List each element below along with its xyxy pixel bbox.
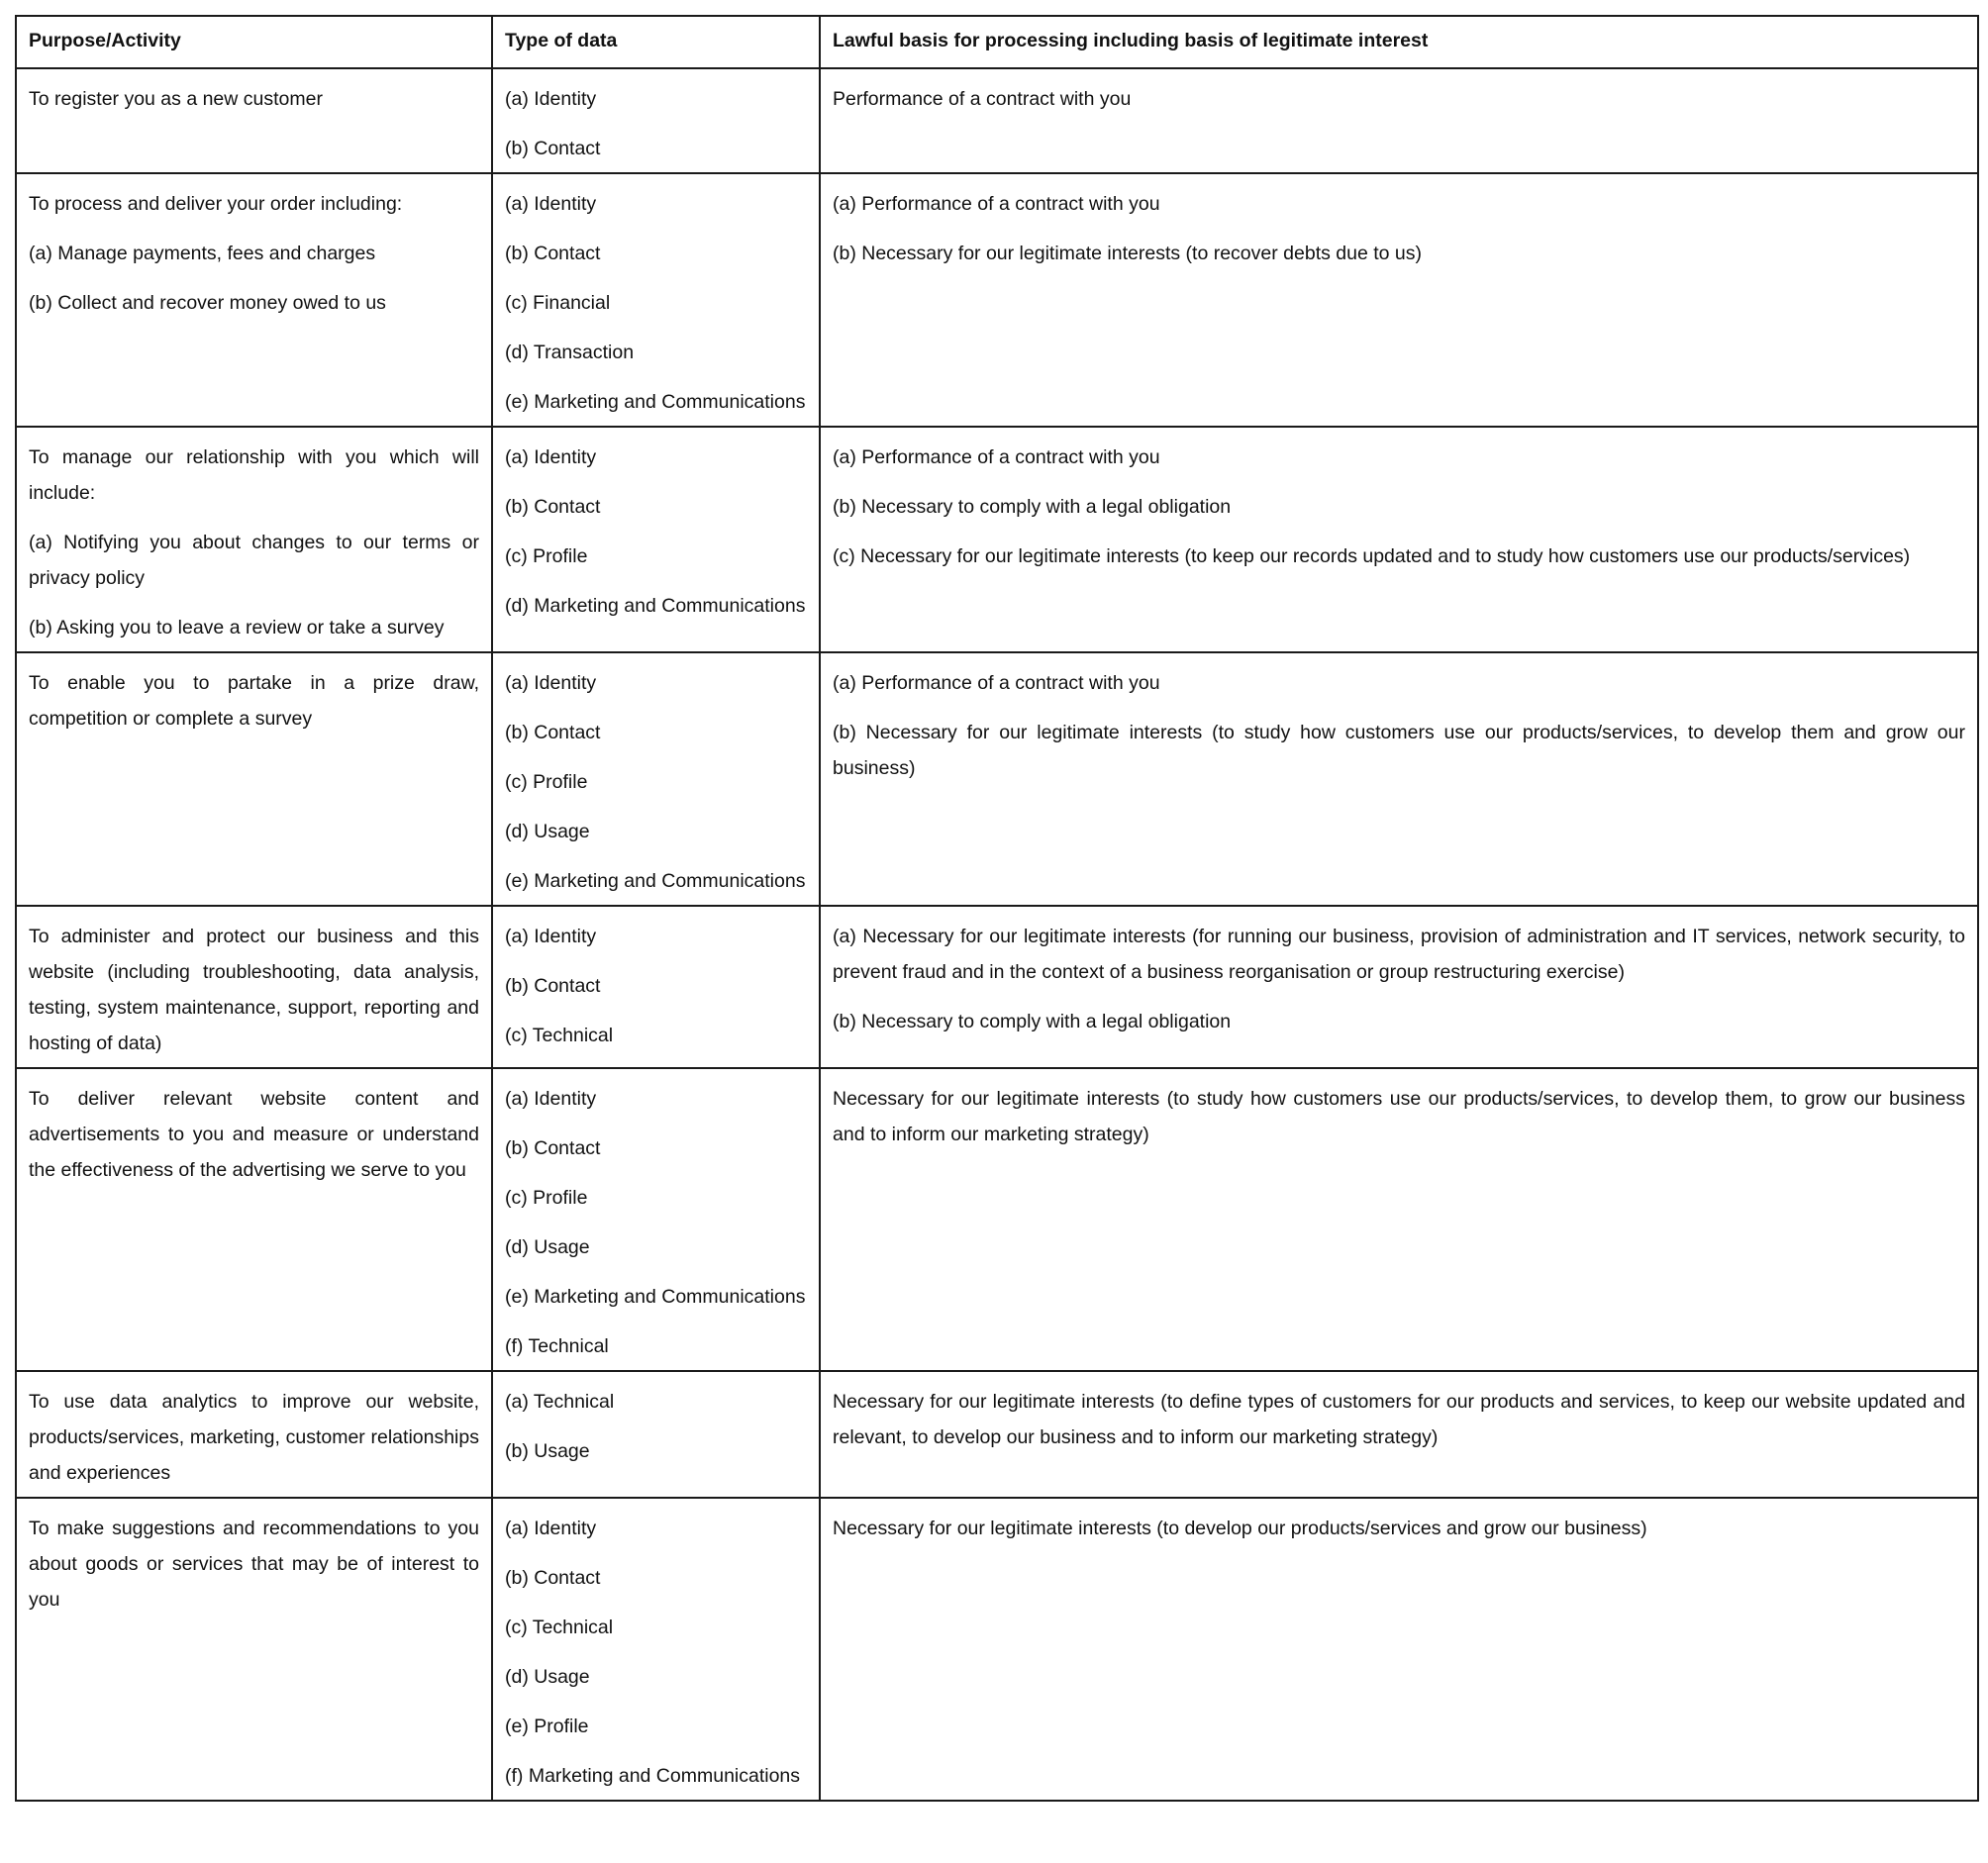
purpose-cell — [16, 68, 492, 173]
lawful-basis-cell — [820, 1068, 1978, 1371]
purpose-line: To deliver relevant website content and advertisements to you and measure or understand the effectiveness of the advertising we serve to you — [29, 1088, 479, 1181]
header-row — [16, 16, 1978, 68]
type-line: (e) Marketing and Communications — [505, 870, 806, 892]
basis-line: (a) Performance of a contract with you — [833, 446, 1160, 468]
table-row — [16, 427, 1978, 652]
table-row — [16, 68, 1978, 173]
type-line: (d) Usage — [505, 1236, 590, 1258]
type-line: (a) Identity — [505, 1518, 597, 1539]
header-type-of-data: Type of data — [492, 16, 820, 68]
type-line: (e) Profile — [505, 1716, 589, 1737]
lawful-basis-cell — [820, 173, 1978, 427]
purpose-line: (a) Manage payments, fees and charges — [29, 243, 376, 264]
basis-line: Performance of a contract with you — [833, 88, 1132, 110]
type-line: (a) Technical — [505, 1391, 615, 1413]
lawful-basis-cell — [820, 652, 1978, 906]
basis-line: Necessary for our legitimate interests (to study how customers use our products/services, to develop them, to grow our business and to inform our marketing strategy) — [833, 1088, 1965, 1145]
table-row — [16, 173, 1978, 427]
type-line: (a) Identity — [505, 446, 597, 468]
table-row — [16, 1068, 1978, 1371]
type-line: (c) Technical — [505, 1025, 614, 1046]
purpose-cell — [16, 1371, 492, 1498]
table-row — [16, 906, 1978, 1068]
purpose-line: To make suggestions and recommendations to you about goods or services that may be of interest to you — [29, 1518, 479, 1611]
type-of-data-cell — [492, 1498, 820, 1801]
type-line: (a) Identity — [505, 193, 597, 215]
type-line: (a) Identity — [505, 88, 597, 110]
type-of-data-cell — [492, 1068, 820, 1371]
table-row — [16, 652, 1978, 906]
type-line: (b) Usage — [505, 1440, 590, 1462]
type-line: (e) Marketing and Communications — [505, 391, 806, 413]
type-of-data-cell — [492, 906, 820, 1068]
type-line: (b) Contact — [505, 138, 601, 159]
purpose-line: To manage our relationship with you which will include: — [29, 446, 479, 504]
type-line: (a) Identity — [505, 926, 597, 947]
purpose-cell — [16, 652, 492, 906]
basis-line: (b) Necessary to comply with a legal obligation — [833, 1011, 1232, 1032]
table-body — [16, 68, 1978, 1801]
basis-line: (c) Necessary for our legitimate interests (to keep our records updated and to study how customers use our products/services) — [833, 545, 1911, 567]
type-line: (d) Usage — [505, 1666, 590, 1688]
purpose-line: To process and deliver your order including: — [29, 193, 403, 215]
purpose-cell — [16, 1068, 492, 1371]
type-line: (f) Marketing and Communications — [505, 1765, 801, 1787]
type-line: (d) Usage — [505, 821, 590, 842]
lawful-basis-cell — [820, 1498, 1978, 1801]
purpose-cell — [16, 427, 492, 652]
purpose-line: (b) Asking you to leave a review or take a survey — [29, 617, 445, 638]
table-row — [16, 1498, 1978, 1801]
table-header — [16, 16, 1978, 68]
type-line: (c) Profile — [505, 1187, 588, 1209]
purpose-line: To enable you to partake in a prize draw, competition or complete a survey — [29, 672, 479, 730]
type-of-data-cell — [492, 173, 820, 427]
purpose-line: (a) Notifying you about changes to our terms or privacy policy — [29, 532, 479, 589]
type-line: (a) Identity — [505, 1088, 597, 1110]
type-line: (c) Technical — [505, 1617, 614, 1638]
type-line: (c) Financial — [505, 292, 611, 314]
type-line: (b) Contact — [505, 722, 601, 743]
type-line: (a) Identity — [505, 672, 597, 694]
table-row — [16, 1371, 1978, 1498]
basis-line: (b) Necessary for our legitimate interests (to recover debts due to us) — [833, 243, 1422, 264]
type-line: (e) Marketing and Communications — [505, 1286, 806, 1308]
type-line: (d) Transaction — [505, 342, 635, 363]
basis-line: (b) Necessary to comply with a legal obligation — [833, 496, 1232, 518]
purpose-cell — [16, 1498, 492, 1801]
basis-line: Necessary for our legitimate interests (to define types of customers for our products and services, to keep our website updated and relevant, to develop our business and to inform our marketing strategy) — [833, 1391, 1965, 1448]
purpose-line: To use data analytics to improve our website, products/services, marketing, customer relationships and experiences — [29, 1391, 479, 1484]
type-line: (d) Marketing and Communications — [505, 595, 806, 617]
purpose-line: To register you as a new customer — [29, 88, 323, 110]
type-line: (b) Contact — [505, 1137, 601, 1159]
type-of-data-cell — [492, 1371, 820, 1498]
basis-line: Necessary for our legitimate interests (to develop our products/services and grow our business) — [833, 1518, 1647, 1539]
lawful-basis-table — [15, 15, 1979, 1802]
basis-line: (a) Performance of a contract with you — [833, 672, 1160, 694]
header-lawful-basis: Lawful basis for processing including basis of legitimate interest — [820, 16, 1978, 68]
purpose-cell — [16, 906, 492, 1068]
type-line: (b) Contact — [505, 243, 601, 264]
purpose-line: To administer and protect our business and this website (including troubleshooting, data analysis, testing, system maintenance, support, reporting and hosting of data) — [29, 926, 479, 1054]
lawful-basis-cell — [820, 427, 1978, 652]
type-of-data-cell — [492, 652, 820, 906]
type-of-data-cell — [492, 427, 820, 652]
type-line: (f) Technical — [505, 1335, 609, 1357]
purpose-line: (b) Collect and recover money owed to us — [29, 292, 386, 314]
type-line: (b) Contact — [505, 1567, 601, 1589]
purpose-cell — [16, 173, 492, 427]
type-of-data-cell — [492, 68, 820, 173]
lawful-basis-cell — [820, 906, 1978, 1068]
basis-line: (a) Necessary for our legitimate interests (for running our business, provision of administration and IT services, network security, to prevent fraud and in the context of a business reorganisation or group restructuring exercise) — [833, 926, 1965, 983]
lawful-basis-cell — [820, 1371, 1978, 1498]
basis-line: (b) Necessary for our legitimate interests (to study how customers use our products/services, to develop them and grow our business) — [833, 722, 1965, 779]
type-line: (b) Contact — [505, 496, 601, 518]
header-purpose: Purpose/Activity — [16, 16, 492, 68]
type-line: (b) Contact — [505, 975, 601, 997]
basis-line: (a) Performance of a contract with you — [833, 193, 1160, 215]
type-line: (c) Profile — [505, 771, 588, 793]
type-line: (c) Profile — [505, 545, 588, 567]
lawful-basis-cell — [820, 68, 1978, 173]
